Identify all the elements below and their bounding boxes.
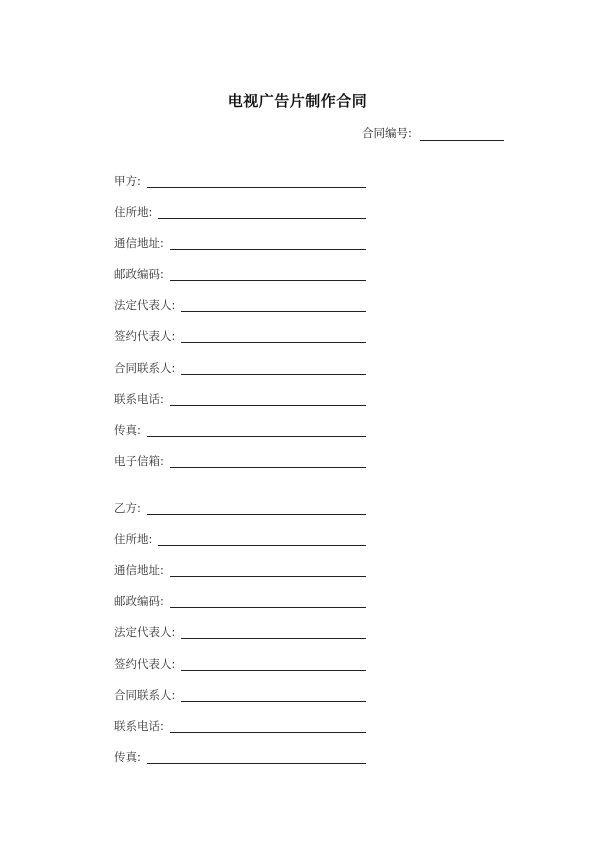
party-b-phone-row [114, 717, 366, 733]
party-a-signing-rep-blank[interactable] [181, 331, 366, 343]
party-b-phone-label: 联系电话: [114, 719, 164, 733]
party-b-mailing-address-label: 通信地址: [114, 563, 164, 577]
party-a-signing-rep-row [114, 327, 366, 343]
party-a-mailing-address-row [114, 234, 366, 250]
party-b-fax-label: 传真: [114, 750, 141, 764]
party-a-fax-label: 传真: [114, 423, 141, 437]
party-a-phone-row [114, 390, 366, 406]
party-a-address-blank[interactable] [158, 207, 366, 219]
party-a-postcode-label: 邮政编码: [114, 267, 164, 281]
party-a-phone-blank[interactable] [170, 394, 366, 406]
party-b-legal-rep-label: 法定代表人: [114, 625, 176, 639]
party-b-fax-row [114, 748, 366, 764]
party-b-contact-label: 合同联系人: [114, 688, 176, 702]
party-a-address-label: 住所地: [114, 205, 153, 219]
party-b-mailing-address-blank[interactable] [170, 565, 366, 577]
party-b-contact-row [114, 686, 366, 702]
document-title: 电视广告片制作合同 [227, 92, 368, 110]
contract-number-blank[interactable] [420, 129, 504, 141]
party-b-signing-rep-blank[interactable] [181, 659, 366, 671]
party-a-email-blank[interactable] [170, 456, 366, 468]
party-b-name-label: 乙方: [114, 501, 141, 515]
party-b-legal-rep-row [114, 623, 366, 639]
party-a-contact-label: 合同联系人: [114, 361, 176, 375]
party-a-email-row [114, 452, 366, 468]
party-a-mailing-address-label: 通信地址: [114, 236, 164, 250]
party-b-postcode-row [114, 592, 366, 608]
party-b-name-row [114, 499, 366, 515]
party-b-postcode-blank[interactable] [170, 596, 366, 608]
party-a-legal-rep-row [114, 296, 366, 312]
party-a-postcode-row [114, 265, 366, 281]
party-b-address-row [114, 530, 366, 546]
party-b-signing-rep-label: 签约代表人: [114, 657, 176, 671]
party-b-address-label: 住所地: [114, 532, 153, 546]
party-a-signing-rep-label: 签约代表人: [114, 329, 176, 343]
party-a-contact-blank[interactable] [181, 363, 366, 375]
party-b-name-blank[interactable] [147, 503, 366, 515]
contract-number-label: 合同编号: [362, 126, 412, 140]
party-a-fax-blank[interactable] [147, 425, 366, 437]
contract-number-row [362, 125, 512, 141]
party-a-legal-rep-blank[interactable] [181, 300, 366, 312]
party-b-fax-blank[interactable] [147, 752, 366, 764]
party-b-address-blank[interactable] [158, 534, 366, 546]
party-a-name-row [114, 172, 366, 188]
party-a-email-label: 电子信箱: [114, 454, 164, 468]
party-a-mailing-address-blank[interactable] [170, 238, 366, 250]
party-b-phone-blank[interactable] [170, 721, 366, 733]
party-a-name-label: 甲方: [114, 174, 141, 188]
party-a-phone-label: 联系电话: [114, 392, 164, 406]
party-a-legal-rep-label: 法定代表人: [114, 298, 176, 312]
party-a-postcode-blank[interactable] [170, 269, 366, 281]
party-a-name-blank[interactable] [147, 176, 366, 188]
party-b-postcode-label: 邮政编码: [114, 594, 164, 608]
party-b-contact-blank[interactable] [181, 690, 366, 702]
party-a-fax-row [114, 421, 366, 437]
party-b-legal-rep-blank[interactable] [181, 627, 366, 639]
party-b-signing-rep-row [114, 655, 366, 671]
party-a-address-row [114, 203, 366, 219]
party-a-contact-row [114, 359, 366, 375]
party-b-mailing-address-row [114, 561, 366, 577]
